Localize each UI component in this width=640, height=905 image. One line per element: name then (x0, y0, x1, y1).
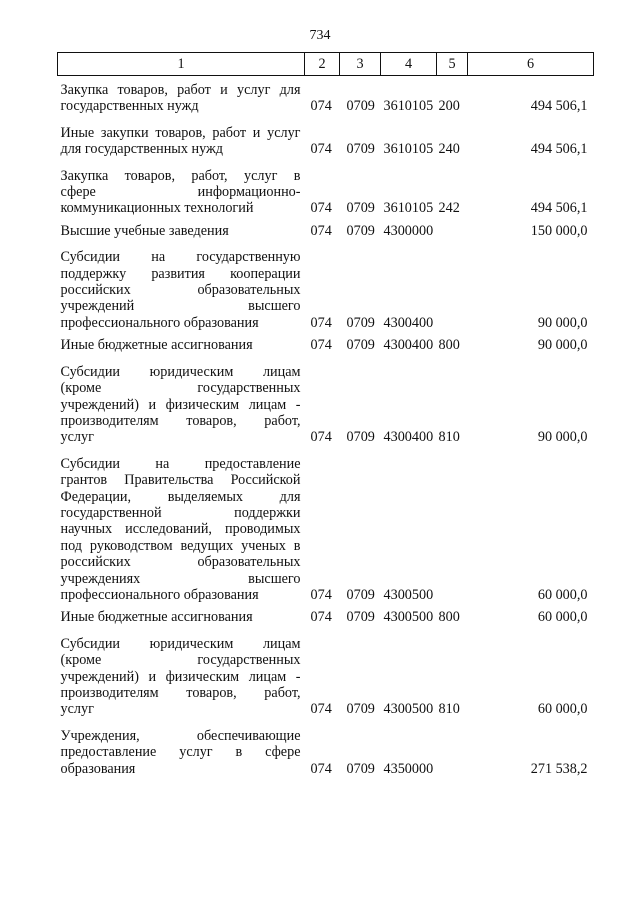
expense-type-code: 810 (438, 701, 460, 718)
target-article-code: 4350000 (383, 760, 434, 777)
row-spacer (58, 446, 594, 456)
target-article-code: 4300400 (383, 337, 434, 354)
expense-type-code: 240 (438, 141, 460, 158)
section-code: 0709 (346, 337, 375, 354)
ministry-code: 074 (310, 200, 332, 217)
description-line: (кроме государственных (60, 652, 301, 669)
ministry-code: 074 (310, 609, 332, 626)
description-line: Иные закупки товаров, работ и услуг (60, 124, 301, 141)
expense-type-code (437, 223, 468, 239)
row-spacer (58, 239, 594, 249)
section-code: 0709 (346, 760, 375, 777)
description-line: под руководством ведущих ученых в (60, 537, 301, 554)
description-line: Учреждения, обеспечивающие (60, 727, 301, 744)
amount: 90 000,0 (537, 429, 588, 446)
table-row (58, 249, 594, 331)
description-line: услуг (60, 701, 94, 718)
section-code: 0709 (346, 314, 375, 331)
row-spacer (58, 115, 594, 125)
amount: 494 506,1 (530, 141, 588, 158)
row-spacer (58, 718, 594, 728)
row-description (58, 728, 305, 777)
description-line: производителям товаров, работ, (60, 685, 301, 701)
description-line: производителям товаров, работ, (60, 412, 301, 429)
table-row (58, 168, 594, 217)
row-description (58, 636, 305, 718)
amount: 90 000,0 (537, 314, 588, 331)
ministry-code: 074 (310, 701, 332, 718)
ministry-code: 074 (310, 429, 332, 446)
target-article-code: 3610105 (383, 141, 434, 158)
description-line: российских образовательных (60, 554, 301, 571)
row-description (58, 337, 305, 353)
description-line: учреждений) и физическим лицам - (60, 668, 301, 685)
section-code: 0709 (346, 200, 375, 217)
target-article-code: 4300500 (383, 701, 434, 718)
ministry-code: 074 (310, 222, 332, 239)
description-line: Иные бюджетные ассигнования (60, 337, 253, 354)
description-line: коммуникационных технологий (60, 200, 254, 217)
expense-type-code (437, 456, 468, 604)
description-line: учреждений) и физическим лицам - (60, 396, 301, 413)
expense-type-code: 800 (438, 337, 460, 354)
section-code: 0709 (346, 586, 375, 603)
amount: 494 506,1 (530, 98, 588, 115)
ministry-code: 074 (310, 314, 332, 331)
table-row (58, 223, 594, 239)
amount: 494 506,1 (530, 200, 588, 217)
description-line: Закупка товаров, работ и услуг для (60, 82, 301, 98)
ministry-code: 074 (310, 760, 332, 777)
section-code: 0709 (346, 222, 375, 239)
description-line: Субсидии юридическим лицам (60, 635, 301, 652)
description-line: профессионального образования (60, 586, 259, 603)
section-code: 0709 (346, 98, 375, 115)
row-spacer (58, 626, 594, 636)
table-body (58, 76, 594, 778)
target-article-code: 4300500 (383, 586, 434, 603)
table-row (58, 82, 594, 115)
table-header-row (58, 53, 594, 76)
budget-table (57, 52, 593, 777)
description-line: Федерации, выделяемых для (60, 488, 301, 505)
target-article-code: 4300400 (383, 314, 434, 331)
description-line: учреждениях высшего (60, 570, 301, 587)
column-header-4: 4 (381, 53, 437, 76)
row-description (58, 82, 305, 115)
target-article-code: 4300400 (383, 429, 434, 446)
description-line: образования (60, 760, 136, 777)
table-row (58, 125, 594, 158)
row-description (58, 609, 305, 625)
column-header-3: 3 (340, 53, 381, 76)
table-row (58, 337, 594, 353)
amount: 90 000,0 (537, 337, 588, 354)
page-number: 734 (309, 28, 331, 43)
table-row (58, 636, 594, 718)
description-line: профессионального образования (60, 314, 259, 331)
description-line: услуг (60, 429, 94, 446)
column-header-1: 1 (58, 53, 305, 76)
description-line: грантов Правительства Российской (60, 472, 301, 489)
row-description (58, 364, 305, 446)
table-row (58, 609, 594, 625)
section-code: 0709 (346, 701, 375, 718)
expense-type-code: 242 (438, 200, 460, 217)
description-line: Субсидии на предоставление (60, 455, 301, 472)
row-spacer (58, 354, 594, 364)
target-article-code: 3610105 (383, 98, 434, 115)
section-code: 0709 (346, 141, 375, 158)
description-line: Субсидии юридическим лицам (60, 363, 301, 380)
description-line: Субсидии на государственную (60, 249, 301, 266)
description-line: Иные бюджетные ассигнования (60, 609, 253, 626)
row-description (58, 456, 305, 604)
section-code: 0709 (346, 609, 375, 626)
description-line: учреждений высшего (60, 298, 301, 315)
description-line: российских образовательных (60, 282, 301, 299)
amount: 60 000,0 (537, 701, 588, 718)
amount: 60 000,0 (537, 609, 588, 626)
table-row (58, 456, 594, 604)
expense-type-code: 200 (438, 98, 460, 115)
expense-type-code: 800 (438, 609, 460, 626)
ministry-code: 074 (310, 141, 332, 158)
ministry-code: 074 (310, 337, 332, 354)
description-line: сфере информационно- (60, 184, 301, 201)
section-code: 0709 (346, 429, 375, 446)
description-line: Высшие учебные заведения (60, 222, 229, 239)
row-description (58, 125, 305, 158)
expense-type-code (437, 249, 468, 331)
description-line: государственной поддержки (60, 504, 301, 521)
expense-type-code (437, 728, 468, 777)
column-header-5: 5 (437, 53, 468, 76)
target-article-code: 4300000 (383, 222, 434, 239)
ministry-code: 074 (310, 586, 332, 603)
row-description (58, 223, 305, 239)
description-line: Закупка товаров, работ, услуг в (60, 167, 301, 184)
description-line: поддержку развития кооперации (60, 265, 301, 282)
row-description (58, 249, 305, 331)
target-article-code: 4300500 (383, 609, 434, 626)
description-line: научных исследований, проводимых (60, 521, 301, 538)
description-line: (кроме государственных (60, 380, 301, 397)
description-line: предоставление услуг в сфере (60, 744, 301, 761)
target-article-code: 3610105 (383, 200, 434, 217)
amount: 150 000,0 (530, 222, 588, 239)
column-header-6: 6 (468, 53, 594, 76)
column-header-2: 2 (305, 53, 340, 76)
description-line: государственных нужд (60, 98, 199, 115)
expense-type-code: 810 (438, 429, 460, 446)
row-spacer (58, 158, 594, 168)
row-description (58, 168, 305, 217)
description-line: для государственных нужд (60, 141, 223, 158)
ministry-code: 074 (310, 98, 332, 115)
table-row (58, 728, 594, 777)
table-row (58, 364, 594, 446)
amount: 60 000,0 (537, 586, 588, 603)
amount: 271 538,2 (530, 760, 588, 777)
